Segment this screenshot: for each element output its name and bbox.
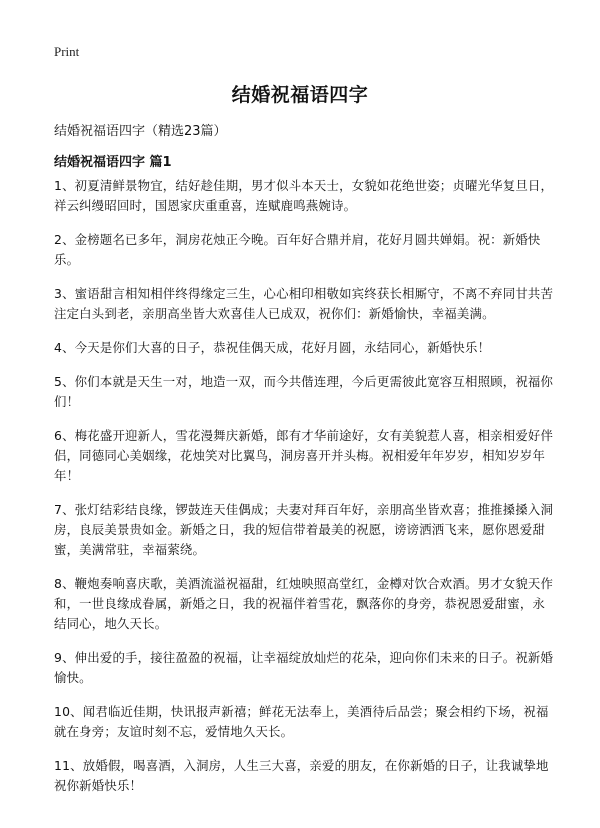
blessing-entry: 3、蜜语甜言相知相伴终得缘定三生，心心相印相敬如宾终获长相厮守，不离不弃同甘共苦注定白头到老，亲朋高坐皆大欢喜佳人已成双，祝你们：新婚愉快，幸福美满。 — [54, 286, 554, 321]
blessing-list — [54, 176, 554, 810]
print-link[interactable]: Print — [54, 44, 80, 59]
blessing-entry: 6、梅花盛开迎新人，雪花漫舞庆新婚，郎有才华前途好，女有美貌惹人喜，相亲相爱好伴侣，同德同心美姻缘，花烛笑对比翼鸟，洞房喜开并头梅。祝相爱年年岁岁，相知岁岁年年！ — [54, 428, 554, 483]
blessing-entry: 10、闻君临近佳期，快讯报声新禧；鲜花无法奉上，美酒待后品尝；聚会相约下场，祝福就在身旁；友谊时刻不忘，爱情地久天长。 — [54, 704, 549, 739]
blessing-entry: 5、你们本就是天生一对，地造一双，而今共偕连理，今后更需彼此宽容互相照顾，祝福你们！ — [54, 374, 554, 409]
document-title: 结婚祝福语四字 — [231, 84, 369, 106]
blessing-entry: 1、初夏清鲜景物宜，结好趁佳期，男才似斗本天士，女貌如花绝世姿；贞曜光华复旦日，祥云纠缦昭回时，国恩家庆重重喜，连赋鹿鸣燕婉诗。 — [54, 178, 554, 213]
blessing-entry: 9、伸出爱的手，接往盈盈的祝福，让幸福绽放灿烂的花朵，迎向你们未来的日子。祝新婚愉快。 — [54, 650, 554, 685]
blessing-entry: 8、鞭炮奏响喜庆歌，美酒流溢祝福甜，红烛映照高堂红，金樽对饮合欢酒。男才女貌天作和，一世良缘成眷属，新婚之日，我的祝福伴着雪花，飘落你的身旁，恭祝恩爱甜蜜，永结同心，地久天长。 — [54, 576, 554, 631]
document-subtitle: 结婚祝福语四字（精选23篇） — [54, 124, 227, 139]
blessing-entry: 4、今天是你们大喜的日子，恭祝佳偶天成，花好月圆，永结同心，新婚快乐！ — [54, 340, 491, 355]
blessing-entry: 7、张灯结彩结良缘，锣鼓连天佳偶成；夫妻对拜百年好，亲朋高坐皆欢喜；推推搡搡入洞房，良辰美景贵如金。新婚之日，我的短信带着最美的祝愿，谤谤洒洒飞来，愿你恩爱甜蜜，美满常驻，幸福萦绕。 — [54, 502, 554, 557]
blessing-entry: 2、金榜题名已多年，洞房花烛正今晚。百年好合鼎并肩，花好月圆共婵娟。祝：新婚快乐。 — [54, 232, 541, 267]
blessing-entry: 11、放婚假，喝喜酒，入洞房，人生三大喜，亲爱的朋友，在你新婚的日子，让我诚挚地祝你新婚快乐！ — [54, 758, 549, 793]
section-heading: 结婚祝福语四字 篇1 — [54, 155, 172, 170]
